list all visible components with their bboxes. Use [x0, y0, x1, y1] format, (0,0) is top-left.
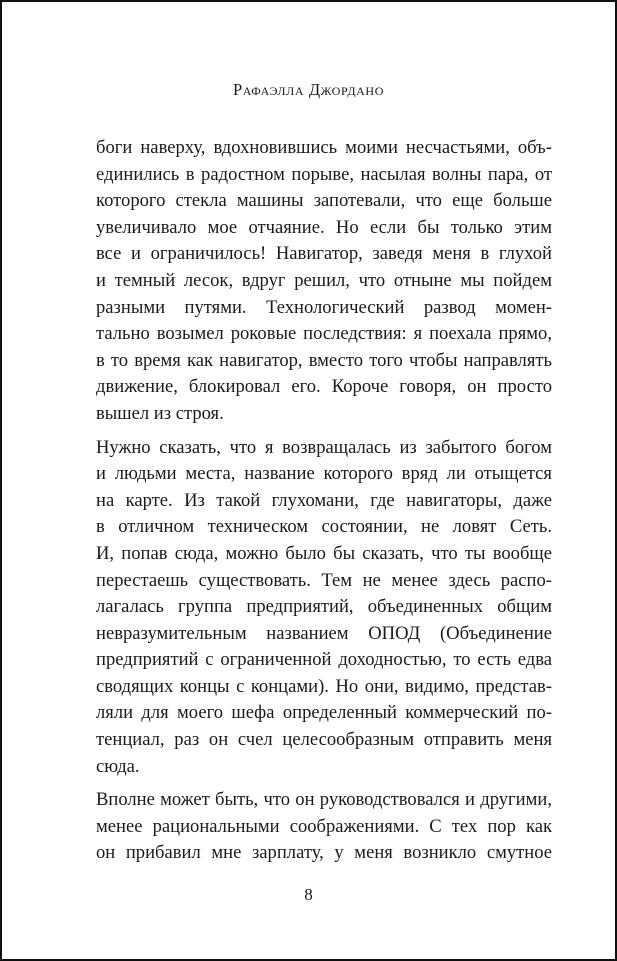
text-line: разными путями. Технологический развод момен-: [96, 296, 552, 318]
paragraph: [96, 787, 552, 867]
paragraph: [96, 435, 552, 781]
text-line: боги наверху, вдохновившись моими несчастьями, объ-: [96, 137, 552, 158]
text-line: предприятий с ограниченной доходностью, то есть едва: [96, 649, 552, 671]
text-line: и темный лесок, вдруг решил, что отныне мы пойдем: [96, 269, 552, 291]
text-line: на карте. Из такой глухомани, где навигаторы, даже: [96, 489, 552, 511]
text-line: все и ограничилось! Навигатор, заведя меня в глухой: [96, 243, 552, 265]
text-line: он прибавил мне зарплату, у меня возникло смутное: [96, 842, 552, 864]
text-line: лагалась группа предприятий, объединенных общим: [96, 596, 552, 618]
text-line: сводящих концы с концами). Но они, видимо, представ-: [96, 675, 552, 697]
running-head-author: Рафаэлла Джордано: [233, 80, 384, 99]
text-line: Вполне может быть, что он руководствовался и другими,: [96, 789, 552, 811]
page-number: 8: [304, 885, 313, 904]
body-text: [96, 135, 552, 867]
text-line: перестаешь существовать. Тем не менее здесь распо-: [96, 569, 552, 591]
text-line: невразумительным названием ОПОД (Объединение: [96, 622, 552, 644]
paragraph: [96, 135, 552, 428]
text-line: единились в радостном порыве, насылая волны пара, от: [96, 163, 552, 185]
text-line: увеличивало мое отчаяние. Но если бы только этим: [96, 216, 552, 238]
text-line: И, попав сюда, можно было бы сказать, что ты вообще: [96, 542, 552, 564]
text-line: менее рациональными соображениями. С тех пор как: [96, 815, 552, 837]
text-line: ляли для моего шефа определенный коммерческий по-: [96, 702, 552, 724]
text-line: вышел из строя.: [96, 402, 224, 424]
text-line: и людьми места, название которого вряд ли отыщется: [96, 463, 552, 485]
text-line: в отличном техническом состоянии, не ловят Сеть.: [96, 516, 552, 538]
text-line: тально возымел роковые последствия: я поехала прямо,: [96, 323, 552, 345]
text-line: сюда.: [96, 755, 140, 777]
text-line: тенциал, раз он счел целесообразным отправить меня: [96, 729, 552, 751]
text-line: которого стекла машины запотевали, что еще больше: [96, 190, 552, 212]
text-line: в то время как навигатор, вместо того чтобы направлять: [96, 349, 552, 371]
text-line: движение, блокировал его. Короче говоря, он просто: [96, 376, 552, 398]
text-line: Нужно сказать, что я возвращалась из забытого богом: [96, 436, 552, 458]
